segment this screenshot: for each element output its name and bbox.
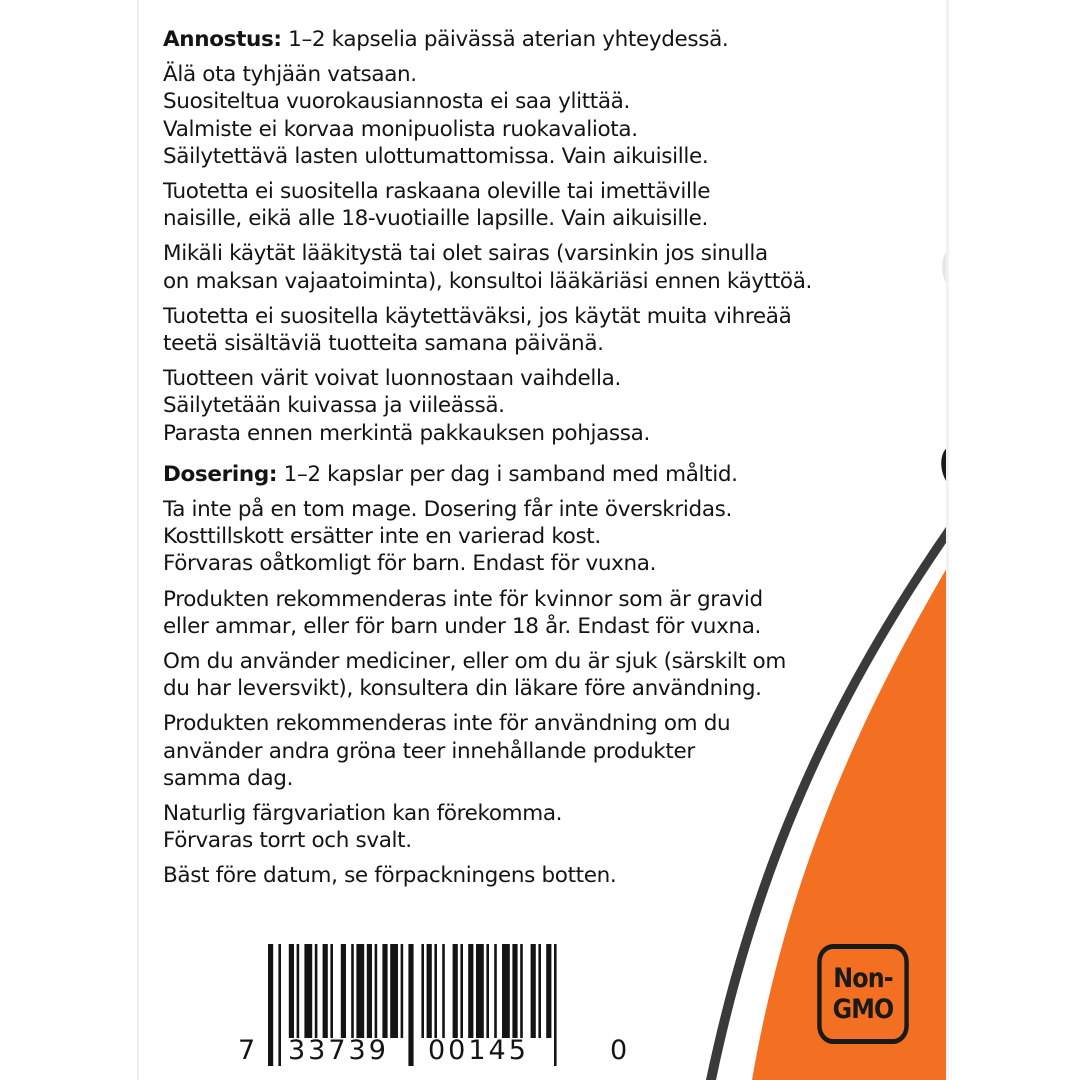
fi-paragraph (163, 61, 883, 170)
sv-paragraph (163, 862, 883, 889)
barcode-bar (460, 944, 463, 1038)
fi-line: Tuotetta ei suositella käytettäväksi, jos käytät muita vihreää (163, 303, 792, 329)
sv-line: Kosttillskott ersätter inte en varierad kost. (163, 524, 601, 550)
barcode-bar (367, 944, 372, 1038)
badge-line-2: GMO (832, 994, 894, 1025)
fi-line: Säilytettävä lasten ulottumattomissa. Vain aikuisille. (163, 143, 709, 169)
sv-line: Ta inte på en tom mage. Dosering får inte överskridas. (163, 497, 732, 523)
fi-dosage (163, 26, 883, 53)
barcode-bar (538, 944, 541, 1038)
barcode-bar (330, 944, 333, 1038)
barcode-bar (434, 944, 437, 1038)
barcode-bar (390, 944, 398, 1038)
barcode-digits-right: 00145 (428, 1035, 529, 1066)
sv-line: Produkten rekommenderas inte för kvinnor som är gravid (163, 586, 763, 612)
fi-paragraph (163, 178, 883, 232)
fi-paragraph (163, 365, 883, 447)
sv-line: Förvaras torrt och svalt. (163, 828, 412, 854)
barcode-bar (494, 944, 497, 1038)
fi-line: naisille, eikä alle 18-vuotiaille lapsille. Vain aikuisille. (163, 206, 709, 232)
label-right-edge (946, 0, 949, 1080)
sv-dosage (163, 461, 883, 488)
barcode-bar (468, 944, 473, 1038)
sv-paragraph (163, 710, 883, 792)
sv-line: Förvaras oåtkomligt för barn. Endast för vuxna. (163, 551, 657, 577)
sv-dosage-text: 1–2 kapslar per dag i samband med måltid. (277, 461, 738, 487)
barcode-bar (531, 944, 536, 1038)
barcode-bar (341, 944, 346, 1038)
barcode-bar (546, 944, 551, 1038)
barcode-bar (476, 944, 484, 1038)
barcode-bar (304, 944, 312, 1038)
barcode-bar (401, 944, 404, 1038)
fi-line: Älä ota tyhjään vatsaan. (163, 62, 417, 88)
sv-line: du har leversvikt), konsultera din läkare före användning. (163, 676, 762, 702)
fi-line: teetä sisältäviä tuotteita samana päivänä. (163, 331, 604, 357)
barcode-digit-last: 0 (610, 1035, 631, 1066)
label-text (163, 26, 883, 898)
barcode-bar (442, 944, 445, 1038)
fi-dosage-label: Annostus: (163, 27, 282, 52)
barcode-bar (502, 944, 510, 1038)
sv-line: Produkten rekommenderas inte för användning om du (163, 711, 731, 737)
barcode-bar (453, 944, 458, 1038)
barcode-bar (375, 944, 378, 1038)
barcode-bar (512, 944, 517, 1038)
badge-line-1: Non- (833, 963, 893, 994)
sv-line: eller ammar, eller för barn under 18 år. Endast för vuxna. (163, 613, 762, 639)
fi-line: Valmiste ei korvaa monipuolista ruokavaliota. (163, 116, 638, 142)
barcode-bar (382, 944, 387, 1038)
fi-paragraph (163, 240, 883, 294)
barcode-bar (268, 944, 273, 1066)
sv-line: använder andra gröna teer innehållande produkter (163, 738, 695, 764)
barcode-bar (315, 944, 318, 1038)
barcode-digit-first: 7 (238, 1035, 259, 1066)
barcode-bar (323, 944, 328, 1038)
fi-line: Suositeltua vuorokausiannosta ei saa ylittää. (163, 89, 630, 115)
fi-paragraph (163, 303, 883, 357)
barcode-bar (554, 944, 557, 1066)
fi-line: Tuotteen värit voivat luonnostaan vaihdella. (163, 366, 621, 392)
fi-line: on maksan vajaatoiminta), konsultoi lääkäriäsi ennen käyttöä. (163, 268, 813, 294)
sv-paragraph (163, 648, 883, 702)
fi-line: Parasta ennen merkintä pakkauksen pohjassa. (163, 420, 650, 446)
barcode-bar (427, 944, 432, 1038)
sv-line: samma dag. (163, 765, 294, 791)
barcode-bar (297, 944, 300, 1038)
sv-line: Bäst före datum, se förpackningens botten. (163, 863, 617, 889)
sv-paragraph (163, 800, 883, 854)
sv-dosage-label: Dosering: (163, 461, 278, 487)
sv-paragraph (163, 496, 883, 578)
fi-dosage-text: 1–2 kapselia päivässä aterian yhteydessä. (281, 27, 729, 52)
barcode-bar (289, 944, 294, 1038)
sv-line: Om du använder mediciner, eller om du är sjuk (särskilt om (163, 649, 786, 675)
barcode-bar (408, 944, 413, 1066)
fi-line: Tuotetta ei suositella raskaana oleville tai imettäville (163, 179, 711, 205)
barcode-bar (356, 944, 364, 1038)
fi-line: Säilytetään kuivassa ja viileässä. (163, 393, 505, 419)
fi-line: Mikäli käytät lääkitystä tai olet sairas (varsinkin jos sinulla (163, 241, 768, 267)
sv-paragraph (163, 586, 883, 640)
non-gmo-badge (817, 944, 909, 1044)
barcode-digits-left: 33739 (288, 1035, 389, 1066)
sv-line: Naturlig färgvariation kan förekomma. (163, 801, 563, 827)
barcode-bar (520, 944, 523, 1038)
barcode-bar (421, 944, 424, 1038)
barcode-bar (278, 944, 281, 1066)
barcode-bar (486, 944, 489, 1038)
barcode-bar (351, 944, 354, 1038)
